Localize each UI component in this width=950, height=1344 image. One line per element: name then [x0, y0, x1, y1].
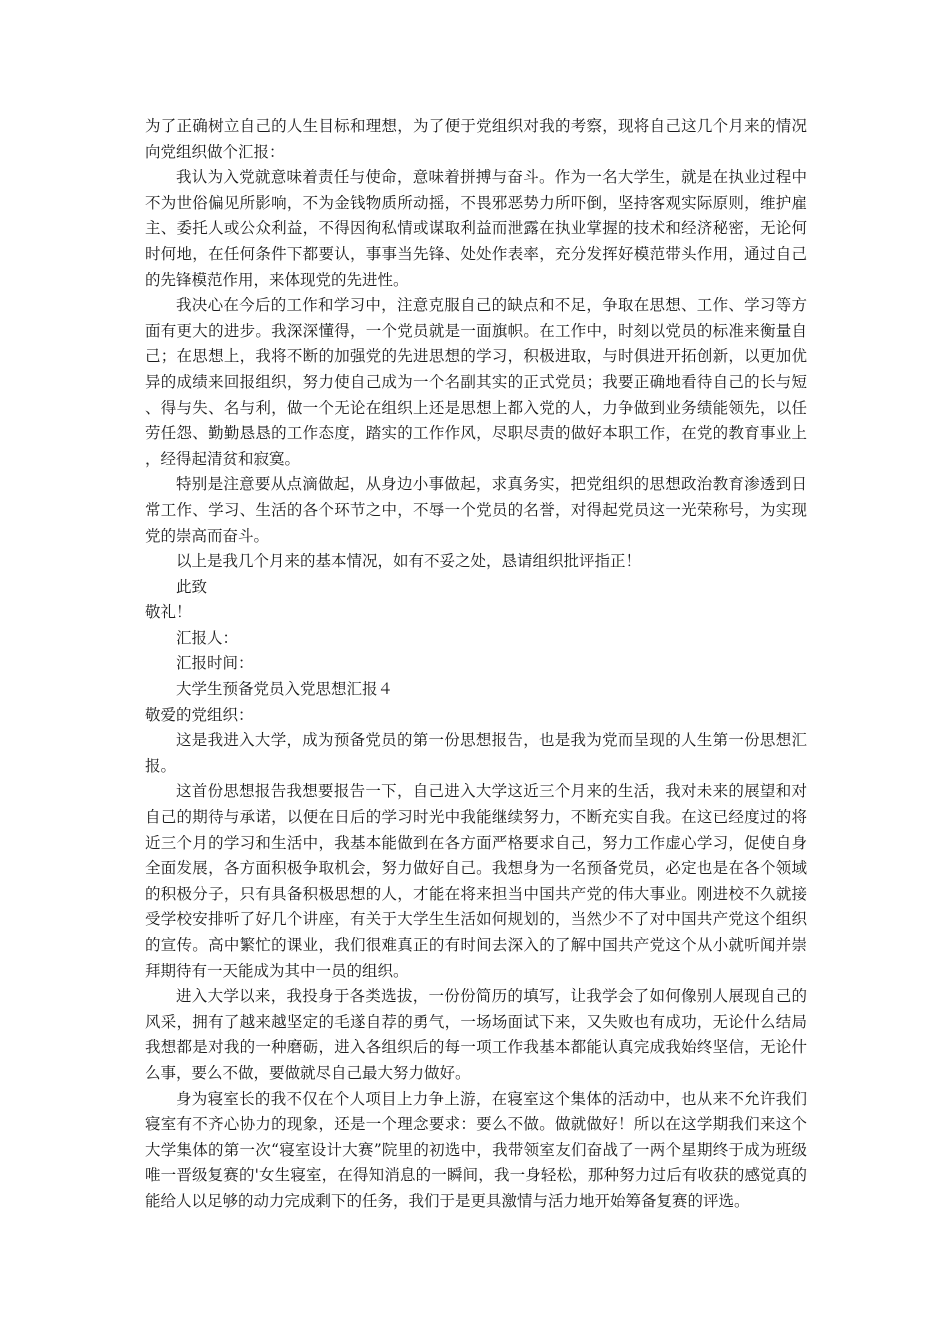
- paragraph-selection: 进入大学以来，我投身于各类选拔，一份份简历的填写，让我学会了如何像别人展现自己的风采，拥有了越来越坚定的毛遂自荐的勇气，一场场面试下来，又失败也有成功，无论什么结局我想都是对我的一种磨砺，进入各组织后的每一项工作我基本都能认真完成我始终坚信，无论什么事，要么不做，要做就尽自己最大努力做好。: [145, 987, 807, 1082]
- paragraph-first-report: 这是我进入大学，成为预备党员的第一份思想报告，也是我为党而呈现的人生第一份思想汇报。: [145, 731, 807, 775]
- document-body: [145, 114, 807, 1215]
- reporter-label: 汇报人：: [176, 628, 239, 647]
- paragraph-responsibility: 我认为入党就意味着责任与使命，意味着拼搏与奋斗。作为一名大学生，就是在执业过程中不为世俗偏见所影响，不为金钱物质所动摇，不畏邪恶势力所吓倒，坚持客观实际原则，维护雇主、委托人或公众利益，不得因徇私情或谋取利益而泄露在执业掌握的技术和经济秘密，无论何时何地，在任何条件下都要认，事事当先锋、处处作表率，充分发挥好模范带头作用，通过自己的先锋模范作用，来体现党的先进性。: [145, 168, 807, 289]
- report-time-label: 汇报时间：: [176, 654, 254, 673]
- paragraph-intro: 为了正确树立自己的人生目标和理想，为了便于党组织对我的考察，现将自己这几个月来的情况向党组织做个汇报：: [145, 117, 807, 161]
- paragraph-dorm-leader: 身为寝室长的我不仅在个人项目上力争上游，在寝室这个集体的活动中，也从来不允许我们寝室有不齐心协力的现象，还是一个理念要求：要么不做。做就做好！所以在这学期我们来这个大学集体的第一次“寝室设计大赛”院里的初选中，我带领室友们奋战了一两个星期终于成为班级唯一晋级复赛的'女生寝室，在得知消息的一瞬间，我一身轻松，那种努力过后有收获的感觉真的能给人以足够的动力完成剩下的任务，我们于是更具激情与活力地开始筹备复赛的评选。: [145, 1089, 807, 1210]
- paragraph-resolution: 我决心在今后的工作和学习中，注意克服自己的缺点和不足，争取在思想、工作、学习等方面有更大的进步。我深深懂得，一个党员就是一面旗帜。在工作中，时刻以党员的标准来衡量自己；在思想上，我将不断的加强党的先进思想的学习，积极进取，与时俱进开拓创新，以更加优异的成绩来回报组织，努力使自己成为一个名副其实的正式党员；我要正确地看待自己的长与短、得与失、名与利，做一个无论在组织上还是思想上都入党的人，力争做到业务绩能领先，以任劳任怨、勤勤恳恳的工作态度，踏实的工作作风，尽职尽责的做好本职工作，在党的教育事业上，经得起清贫和寂寞。: [145, 296, 807, 468]
- greeting: 敬爱的党组织：: [145, 705, 254, 724]
- closing-respect: 敬礼！: [145, 603, 192, 622]
- paragraph-details: 特别是注意要从点滴做起，从身边小事做起，求真务实，把党组织的思想政治教育渗透到日常工作、学习、生活的各个环节之中，不辱一个党员的名誉，对得起党员这一光荣称号，为实现党的崇高而奋斗。: [145, 475, 807, 545]
- paragraph-summary: 以上是我几个月来的基本情况，如有不妥之处，恳请组织批评指正！: [176, 552, 642, 571]
- closing-salutation: 此致: [176, 577, 208, 596]
- section-title: 大学生预备党员入党思想汇报４: [176, 680, 394, 699]
- paragraph-college-life: 这首份思想报告我想要报告一下，自己进入大学这近三个月来的生活，我对未来的展望和对自己的期待与承诺，以便在日后的学习时光中我能继续努力，不断充实自我。在这已经度过的将近三个月的学习和生活中，我基本能做到在各方面严格要求自己，努力工作虚心学习，促使自身全面发展，各方面积极争取机会，努力做好自己。我想身为一名预备党员，必定也是在各个领域的积极分子，只有具备积极思想的人，才能在将来担当中国共产党的伟大事业。刚进校不久就接受学校安排听了好几个讲座，有关于大学生生活如何规划的，当然少不了对中国共产党这个组织的宣传。高中繁忙的课业，我们很难真正的有时间去深入的了解中国共产党这个从小就听闻并崇拜期待有一天能成为其中一员的组织。: [145, 782, 807, 980]
